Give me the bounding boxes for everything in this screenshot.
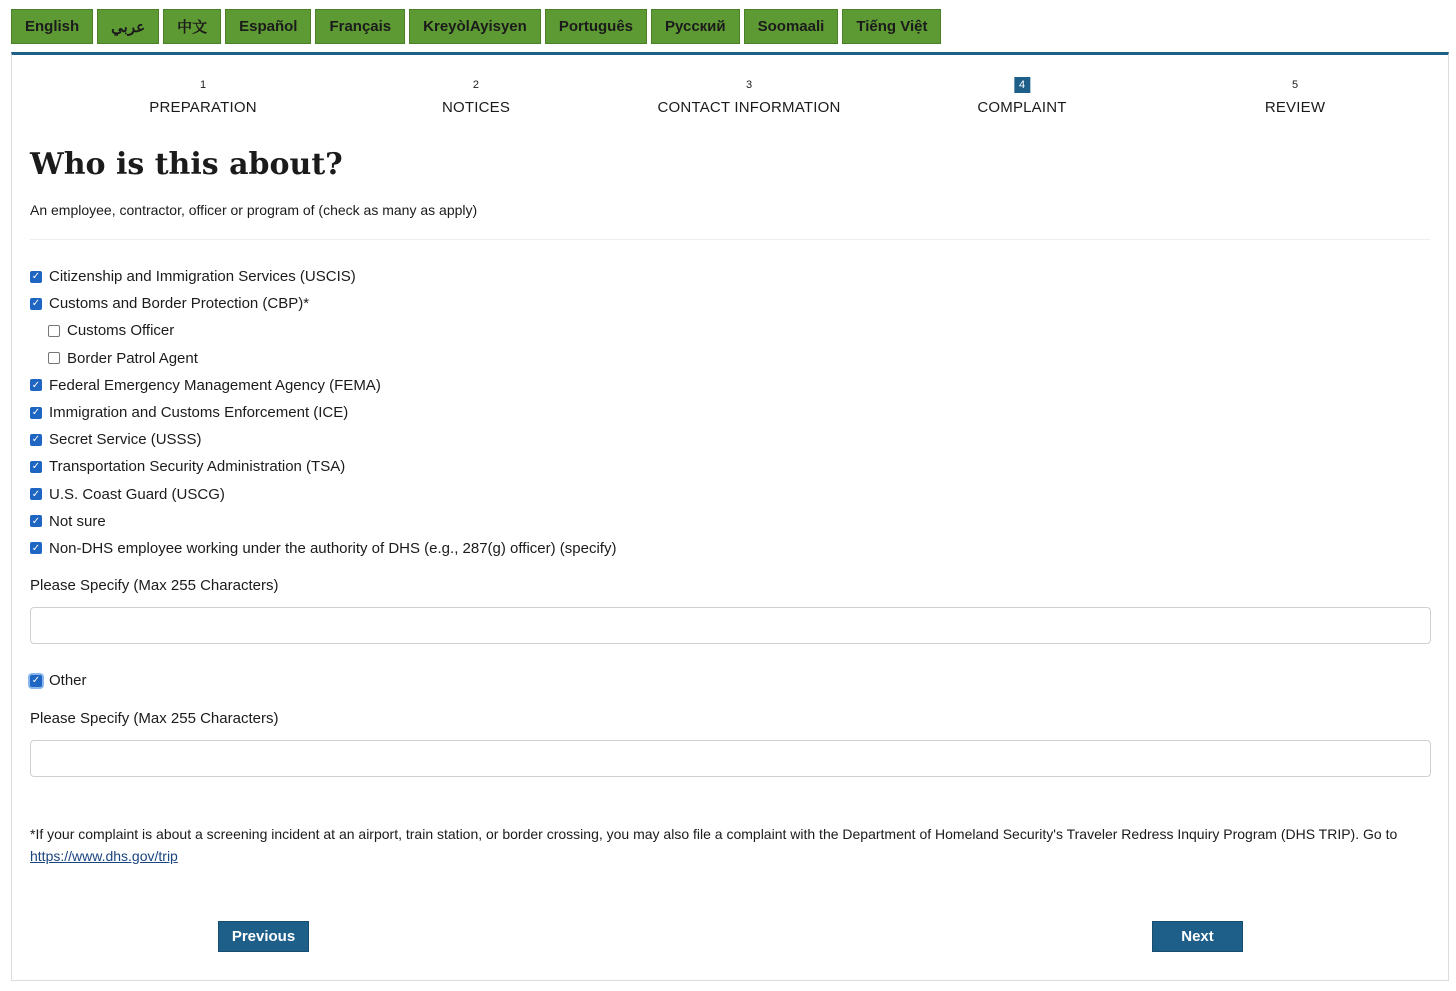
- option-label: Federal Emergency Management Agency (FEMA): [49, 376, 381, 394]
- page-title: Who is this about?: [30, 147, 343, 182]
- step-review: [1265, 76, 1325, 116]
- checkbox-checked[interactable]: ✓: [31, 675, 41, 687]
- option-border-patrol-agent[interactable]: [30, 345, 616, 372]
- other-specify-label: Please Specify (Max 255 Characters): [30, 710, 279, 727]
- option-label: U.S. Coast Guard (USCG): [49, 485, 225, 503]
- divider: [30, 239, 1430, 240]
- step-label: REVIEW: [1264, 99, 1326, 116]
- step-complaint: [977, 76, 1066, 116]
- checkbox-checked[interactable]: ✓: [31, 271, 41, 283]
- step-number: 5: [1291, 79, 1299, 91]
- step-label: COMPLAINT: [977, 99, 1067, 116]
- language-bar: [11, 9, 941, 44]
- checkbox-checked[interactable]: ✓: [31, 461, 41, 473]
- agency-checkbox-list: [30, 263, 616, 562]
- checkbox-checked[interactable]: ✓: [31, 515, 41, 527]
- footnote: [30, 823, 1430, 867]
- specify-label: Please Specify (Max 255 Characters): [30, 577, 279, 594]
- language-button[interactable]: عربي: [97, 9, 159, 44]
- language-button[interactable]: Español: [225, 9, 311, 44]
- step-label: NOTICES: [441, 99, 511, 116]
- footnote-text: *If your complaint is about a screening incident at an airport, train station, or border crossing, you may also file a complaint with the Department of Homeland Security's Traveler Redress Inquiry Program (DHS TRIP). Go to: [30, 826, 1398, 842]
- step-number: 3: [745, 79, 753, 91]
- step-number: 1: [199, 79, 207, 91]
- option-fema[interactable]: [30, 372, 616, 399]
- page-subtitle: An employee, contractor, officer or program of (check as many as apply): [30, 202, 478, 218]
- form-card: [11, 52, 1449, 981]
- language-button[interactable]: Tiếng Việt: [842, 9, 941, 44]
- option-label: Customs and Border Protection (CBP)*: [49, 295, 310, 313]
- language-button[interactable]: English: [11, 9, 93, 44]
- checkbox-checked[interactable]: ✓: [31, 488, 41, 500]
- checkbox-checked[interactable]: ✓: [31, 407, 41, 419]
- checkbox-checked[interactable]: ✓: [31, 298, 41, 310]
- language-button[interactable]: 中文: [163, 9, 221, 44]
- step-number: 2: [472, 79, 480, 91]
- option-label: Secret Service (USSS): [49, 431, 202, 449]
- language-button[interactable]: Soomaali: [744, 9, 839, 44]
- language-button[interactable]: Русский: [651, 9, 740, 44]
- option-cbp[interactable]: [30, 290, 616, 317]
- option-label: Immigration and Customs Enforcement (ICE): [49, 404, 349, 422]
- option-uscg[interactable]: [30, 481, 616, 508]
- option-usss[interactable]: [30, 426, 616, 453]
- language-button[interactable]: Português: [545, 9, 647, 44]
- option-label: Transportation Security Administration (TSA): [49, 458, 346, 476]
- option-label: Other: [49, 672, 87, 690]
- checkbox-checked[interactable]: ✓: [31, 542, 41, 554]
- specify-input[interactable]: [30, 607, 1431, 644]
- other-specify-input[interactable]: [30, 740, 1431, 777]
- option-tsa[interactable]: [30, 453, 616, 480]
- option-uscis[interactable]: [30, 263, 616, 290]
- option-label: Customs Officer: [67, 322, 175, 340]
- option-other[interactable]: [30, 667, 87, 694]
- checkbox-checked[interactable]: ✓: [31, 434, 41, 446]
- checkbox-checked[interactable]: ✓: [31, 379, 41, 391]
- option-customs-officer[interactable]: [30, 317, 616, 344]
- step-number-active: 4: [1014, 77, 1030, 93]
- language-button[interactable]: KreyòlAyisyen: [409, 9, 541, 44]
- previous-button[interactable]: Previous: [218, 921, 309, 952]
- checkbox-unchecked[interactable]: [48, 352, 60, 364]
- step-label: PREPARATION: [149, 99, 257, 116]
- checkbox-unchecked[interactable]: [48, 325, 60, 337]
- option-label: Not sure: [49, 512, 106, 530]
- option-label: Non-DHS employee working under the authority of DHS (e.g., 287(g) officer) (specify): [49, 539, 617, 557]
- option-label: Border Patrol Agent: [67, 349, 198, 367]
- option-label: Citizenship and Immigration Services (USCIS): [49, 268, 356, 286]
- option-ice[interactable]: [30, 399, 616, 426]
- step-label: CONTACT INFORMATION: [657, 99, 841, 116]
- step-contact-information: [658, 76, 841, 116]
- language-button[interactable]: Français: [315, 9, 405, 44]
- option-non-dhs[interactable]: [30, 535, 616, 562]
- option-not-sure[interactable]: [30, 508, 616, 535]
- step-preparation: [149, 76, 257, 116]
- dhs-trip-link[interactable]: https://www.dhs.gov/trip: [30, 848, 178, 864]
- step-notices: [442, 76, 510, 116]
- next-button[interactable]: Next: [1152, 921, 1243, 952]
